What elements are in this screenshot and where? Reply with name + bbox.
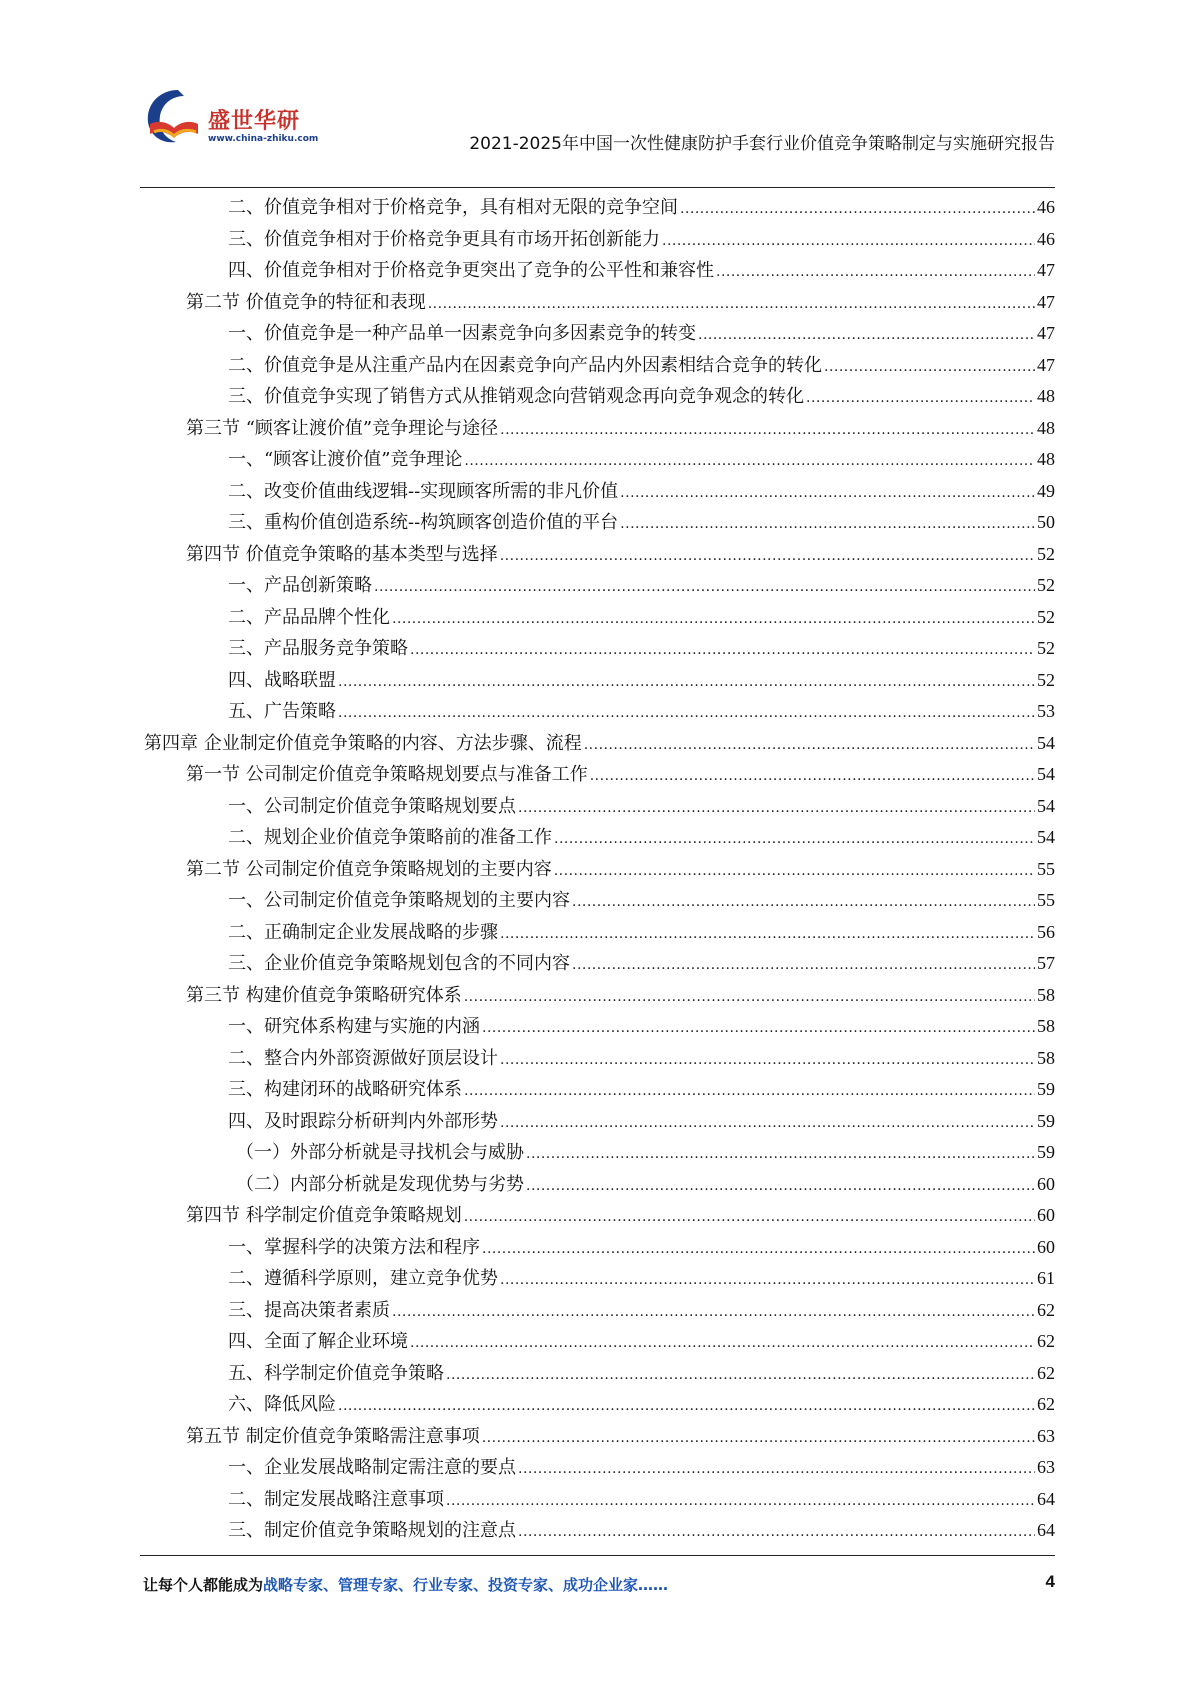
- toc-entry[interactable]: [140, 444, 1055, 476]
- toc-leader-dots: [572, 887, 1035, 919]
- toc-entry[interactable]: [140, 1263, 1055, 1295]
- toc-leader-dots: [500, 919, 1035, 951]
- brand-url: www.china-zhiku.com: [208, 134, 319, 144]
- toc-entry[interactable]: [140, 1232, 1055, 1264]
- toc-entry-page: 49: [1037, 480, 1055, 501]
- toc-entry[interactable]: [140, 192, 1055, 224]
- toc-leader-dots: [392, 1297, 1035, 1329]
- toc-entry[interactable]: [140, 633, 1055, 665]
- toc-entry[interactable]: [140, 1389, 1055, 1421]
- toc-entry[interactable]: [140, 948, 1055, 980]
- toc-entry-title: 四、全面了解企业环境: [228, 1331, 408, 1352]
- toc-entry-page: 62: [1037, 1299, 1055, 1320]
- toc-entry[interactable]: [140, 917, 1055, 949]
- toc-entry[interactable]: [140, 696, 1055, 728]
- toc-entry[interactable]: [140, 381, 1055, 413]
- toc-entry[interactable]: [140, 1169, 1055, 1201]
- toc-entry[interactable]: [140, 1452, 1055, 1484]
- toc-entry[interactable]: [140, 759, 1055, 791]
- toc-entry-title: 三、价值竞争相对于价格竞争更具有市场开拓创新能力: [228, 228, 660, 250]
- toc-entry-title: 二、价值竞争相对于价格竞争，具有相对无限的竞争空间: [228, 197, 678, 218]
- toc-entry-page: 57: [1037, 953, 1055, 973]
- toc-entry[interactable]: [140, 570, 1055, 602]
- toc-entry-page: 52: [1037, 606, 1055, 627]
- toc-leader-dots: [500, 1265, 1035, 1297]
- toc-leader-dots: [446, 1486, 1035, 1518]
- toc-leader-dots: [680, 194, 1035, 226]
- toc-entry-title: 二、改变价值曲线逻辑--实现顾客所需的非凡价值: [228, 480, 619, 502]
- toc-entry-page: 60: [1037, 1205, 1055, 1225]
- toc-leader-dots: [482, 1013, 1035, 1045]
- toc-entry-page: 61: [1037, 1268, 1055, 1288]
- toc-entry-title: 一、公司制定价值竞争策略规划要点: [228, 795, 516, 817]
- toc-entry-title: 五、科学制定价值竞争策略: [228, 1362, 444, 1384]
- toc-entry-title: 第二节 价值竞争的特征和表现: [186, 291, 426, 313]
- toc-leader-dots: [554, 856, 1035, 888]
- toc-entry-page: 62: [1037, 1394, 1055, 1414]
- footer-divider: [140, 1555, 1055, 1556]
- toc-entry-page: 59: [1037, 1079, 1055, 1099]
- toc-entry[interactable]: [140, 1421, 1055, 1453]
- toc-entry-page: 52: [1037, 575, 1055, 595]
- toc-entry-page: 62: [1037, 1362, 1055, 1383]
- toc-entry-page: 60: [1037, 1173, 1055, 1194]
- toc-entry-title: （一）外部分析就是寻找机会与威胁: [236, 1142, 524, 1163]
- toc-leader-dots: [518, 1517, 1035, 1549]
- toc-entry-page: 50: [1037, 512, 1055, 532]
- toc-entry[interactable]: [140, 507, 1055, 539]
- toc-leader-dots: [518, 1454, 1035, 1486]
- toc-entry-title: 五、广告策略: [228, 701, 336, 722]
- footer-slogan-lead: 让每个人都能成为: [143, 1576, 264, 1594]
- toc-entry[interactable]: [140, 1326, 1055, 1358]
- toc-entry[interactable]: [140, 980, 1055, 1012]
- toc-leader-dots: [620, 478, 1035, 510]
- toc-entry-title: 二、遵循科学原则，建立竞争优势: [228, 1268, 498, 1289]
- toc-leader-dots: [464, 982, 1035, 1014]
- toc-entry[interactable]: [140, 1484, 1055, 1516]
- toc-leader-dots: [716, 257, 1035, 289]
- toc-leader-dots: [410, 635, 1035, 667]
- toc-entry-title: 二、价值竞争是从注重产品内在因素竞争向产品内外因素相结合竞争的转化: [228, 354, 822, 376]
- toc-entry-page: 58: [1037, 984, 1055, 1005]
- toc-entry-page: 46: [1037, 197, 1055, 217]
- toc-entry[interactable]: [140, 224, 1055, 256]
- brand-name: 盛世华研: [208, 109, 301, 134]
- toc-entry-title: 四、及时跟踪分析研判内外部形势: [228, 1110, 498, 1132]
- toc-entry-page: 54: [1037, 827, 1055, 847]
- toc-entry-page: 56: [1037, 921, 1055, 942]
- toc-leader-dots: [620, 509, 1035, 541]
- toc-leader-dots: [698, 320, 1035, 352]
- toc-leader-dots: [584, 730, 1035, 762]
- toc-entry-page: 47: [1037, 291, 1055, 312]
- toc-entry-title: 第三节 “顾客让渡价值”竞争理论与途径: [186, 417, 499, 439]
- toc-entry-page: 60: [1037, 1236, 1055, 1257]
- toc-entry-title: 一、掌握科学的决策方法和程序: [228, 1236, 480, 1258]
- document-title: [140, 127, 1055, 161]
- toc-entry-title: 三、产品服务竞争策略: [228, 638, 408, 659]
- toc-leader-dots: [338, 1391, 1035, 1423]
- toc-entry-title: 一、产品创新策略: [228, 575, 372, 596]
- toc-entry-page: 63: [1037, 1457, 1055, 1477]
- toc-entry-page: 62: [1037, 1331, 1055, 1351]
- toc-entry[interactable]: [140, 602, 1055, 634]
- toc-entry-title: 第四节 科学制定价值竞争策略规划: [186, 1205, 462, 1226]
- toc-leader-dots: [482, 1234, 1035, 1266]
- toc-entry[interactable]: [140, 1200, 1055, 1232]
- toc-leader-dots: [338, 698, 1035, 730]
- toc-entry-page: 47: [1037, 323, 1055, 343]
- toc-entry-title: 第五节 制定价值竞争策略需注意事项: [186, 1425, 480, 1447]
- toc-entry[interactable]: [140, 854, 1055, 886]
- toc-entry-page: 52: [1037, 669, 1055, 690]
- toc-leader-dots: [428, 289, 1035, 321]
- toc-leader-dots: [500, 1108, 1035, 1140]
- toc-leader-dots: [572, 950, 1035, 982]
- table-of-contents: [140, 192, 1055, 1547]
- toc-entry-page: 47: [1037, 354, 1055, 375]
- toc-leader-dots: [464, 446, 1035, 478]
- toc-entry-page: 58: [1037, 1047, 1055, 1068]
- toc-entry[interactable]: [140, 318, 1055, 350]
- toc-leader-dots: [590, 761, 1035, 793]
- toc-entry-title: （二）内部分析就是发现优势与劣势: [236, 1173, 524, 1195]
- toc-entry[interactable]: [140, 350, 1055, 382]
- toc-entry[interactable]: [140, 1011, 1055, 1043]
- toc-entry-page: 52: [1037, 638, 1055, 658]
- toc-entry-title: 第四节 价值竞争策略的基本类型与选择: [186, 543, 498, 565]
- toc-entry[interactable]: [140, 1137, 1055, 1169]
- page-number: 4: [1045, 1572, 1055, 1591]
- toc-leader-dots: [464, 1076, 1035, 1108]
- toc-entry-page: 46: [1037, 228, 1055, 249]
- toc-entry-page: 58: [1037, 1016, 1055, 1036]
- toc-entry[interactable]: [140, 1358, 1055, 1390]
- toc-entry-title: 二、整合内外部资源做好顶层设计: [228, 1047, 498, 1069]
- toc-entry-page: 47: [1037, 260, 1055, 280]
- toc-entry-title: 一、“顾客让渡价值”竞争理论: [228, 449, 463, 470]
- toc-entry[interactable]: [140, 791, 1055, 823]
- toc-entry-title: 二、产品品牌个性化: [228, 606, 390, 628]
- toc-entry[interactable]: [140, 476, 1055, 508]
- toc-entry-page: 59: [1037, 1142, 1055, 1162]
- footer-slogan: [143, 1574, 668, 1595]
- toc-entry-title: 六、降低风险: [228, 1394, 336, 1415]
- toc-entry-title: 三、制定价值竞争策略规划的注意点: [228, 1520, 516, 1541]
- toc-entry[interactable]: [140, 1295, 1055, 1327]
- toc-leader-dots: [554, 824, 1035, 856]
- toc-entry-title: 三、重构价值创造系统--构筑顾客创造价值的平台: [228, 512, 619, 533]
- toc-entry-page: 53: [1037, 701, 1055, 721]
- toc-leader-dots: [500, 1045, 1035, 1077]
- toc-entry-title: 二、规划企业价值竞争策略前的准备工作: [228, 827, 552, 848]
- toc-entry-title: 一、价值竞争是一种产品单一因素竞争向多因素竞争的转变: [228, 323, 696, 344]
- toc-leader-dots: [338, 667, 1035, 699]
- toc-entry[interactable]: [140, 413, 1055, 445]
- document-title-text: 2021-2025年中国一次性健康防护手套行业价值竞争策略制定与实施研究报告: [469, 134, 1055, 154]
- toc-entry-title: 一、研究体系构建与实施的内涵: [228, 1016, 480, 1037]
- toc-leader-dots: [500, 415, 1035, 447]
- toc-entry-page: 54: [1037, 795, 1055, 816]
- toc-leader-dots: [662, 226, 1035, 258]
- toc-entry-title: 四、价值竞争相对于价格竞争更突出了竞争的公平性和兼容性: [228, 260, 714, 281]
- toc-entry-page: 54: [1037, 764, 1055, 784]
- toc-entry-title: 三、企业价值竞争策略规划包含的不同内容: [228, 953, 570, 974]
- toc-entry-page: 52: [1037, 543, 1055, 564]
- toc-leader-dots: [518, 793, 1035, 825]
- toc-entry-page: 64: [1037, 1488, 1055, 1509]
- toc-entry-page: 48: [1037, 417, 1055, 438]
- toc-entry[interactable]: [140, 885, 1055, 917]
- toc-leader-dots: [482, 1423, 1035, 1455]
- toc-entry[interactable]: [140, 1043, 1055, 1075]
- header-divider: [140, 187, 1055, 188]
- toc-entry[interactable]: [140, 1515, 1055, 1547]
- toc-entry-title: 第一节 公司制定价值竞争策略规划要点与准备工作: [186, 764, 588, 785]
- toc-entry-page: 55: [1037, 890, 1055, 910]
- toc-entry[interactable]: [140, 1074, 1055, 1106]
- toc-entry-title: 四、战略联盟: [228, 669, 336, 691]
- footer-slogan-highlight: 战略专家、管理专家、行业专家、投资专家、成功企业家……: [263, 1576, 669, 1594]
- toc-leader-dots: [374, 572, 1035, 604]
- toc-entry-page: 48: [1037, 386, 1055, 406]
- toc-entry-page: 63: [1037, 1425, 1055, 1446]
- toc-entry-title: 三、构建闭环的战略研究体系: [228, 1079, 462, 1100]
- toc-leader-dots: [806, 383, 1035, 415]
- toc-leader-dots: [446, 1360, 1035, 1392]
- toc-entry-page: 54: [1037, 732, 1055, 753]
- toc-entry[interactable]: [140, 822, 1055, 854]
- toc-leader-dots: [824, 352, 1035, 384]
- toc-entry-title: 三、价值竞争实现了销售方式从推销观念向营销观念再向竞争观念的转化: [228, 386, 804, 407]
- toc-entry-page: 64: [1037, 1520, 1055, 1540]
- toc-entry-title: 第三节 构建价值竞争策略研究体系: [186, 984, 462, 1006]
- toc-entry-title: 第四章 企业制定价值竞争策略的内容、方法步骤、流程: [144, 732, 582, 754]
- toc-entry-title: 二、正确制定企业发展战略的步骤: [228, 921, 498, 943]
- toc-entry-title: 一、公司制定价值竞争策略规划的主要内容: [228, 890, 570, 911]
- toc-leader-dots: [526, 1139, 1035, 1171]
- toc-leader-dots: [500, 541, 1035, 573]
- toc-leader-dots: [526, 1171, 1035, 1203]
- toc-entry[interactable]: [140, 1106, 1055, 1138]
- toc-entry-page: 48: [1037, 449, 1055, 469]
- toc-entry-title: 一、企业发展战略制定需注意的要点: [228, 1457, 516, 1478]
- toc-entry[interactable]: [140, 539, 1055, 571]
- toc-entry[interactable]: [140, 728, 1055, 760]
- toc-entry-title: 二、制定发展战略注意事项: [228, 1488, 444, 1510]
- toc-entry-page: 59: [1037, 1110, 1055, 1131]
- toc-entry-title: 三、提高决策者素质: [228, 1299, 390, 1321]
- toc-leader-dots: [464, 1202, 1035, 1234]
- toc-entry[interactable]: [140, 287, 1055, 319]
- toc-entry-page: 55: [1037, 858, 1055, 879]
- toc-entry-title: 第二节 公司制定价值竞争策略规划的主要内容: [186, 858, 552, 880]
- toc-leader-dots: [410, 1328, 1035, 1360]
- toc-entry[interactable]: [140, 255, 1055, 287]
- toc-entry[interactable]: [140, 665, 1055, 697]
- toc-leader-dots: [392, 604, 1035, 636]
